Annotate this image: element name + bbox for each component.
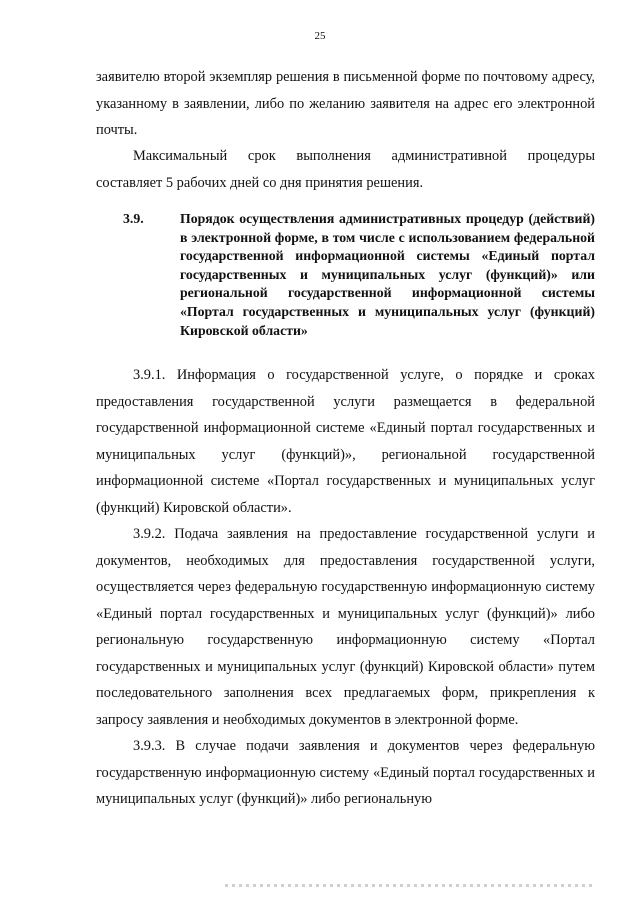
section-body [96, 362, 595, 813]
paragraph-text: заявителю второй экземпляр решения в письменной форме по почтовому адресу, указанному в заявлении, либо по желанию заявителя на адрес его электронной почты. [96, 69, 595, 138]
deadline-paragraph [96, 143, 595, 196]
item-3-9-2: 3.9.2. Подача заявления на предоставление государственной услуги и документов, необходимых для предоставления государственной услуги, осуществляется через федеральную государственную информационную систему «Единый портал государственных и муниципальных услуг (функций)» либо региональную государственную информационную систему «Портал государственных и муниципальных услуг (функций) Кировской области» путем последовательного заполнения всех предлагаемых форм, прикрепления к запросу заявления и необходимых документов в электронной форме. [96, 526, 595, 728]
continuation-paragraph [96, 64, 595, 144]
item-3-9-1: 3.9.1. Информация о государственной услуге, о порядке и сроках предоставления государственной услуги размещается в федеральной государственной информационной системе «Единый портал государственных и муниципальных услуг (функций)», региональной государственной информационной системе «Портал государственных и муниципальных услуг (функций) Кировской области». [96, 367, 595, 516]
item-3-9-3: 3.9.3. В случае подачи заявления и документов через федеральную государственную информационную систему «Единый портал государственных и муниципальных услуг (функций)» либо региональную [96, 738, 595, 807]
scan-artifact [225, 884, 595, 887]
page-number: 25 [314, 30, 326, 42]
paragraph-text: Максимальный срок выполнения административной процедуры составляет 5 рабочих дней со дня принятия решения. [96, 148, 595, 191]
section-number: 3.9. [123, 211, 144, 226]
section-title: Порядок осуществления административных процедур (действий) в электронной форме, в том числе с использованием федеральной государственной информационной системы «Единый портал государственных и муниципальных услуг (функций)» или региональной государственной информационной системы «Портал государственных и муниципальных услуг (функций) Кировской области» [180, 211, 595, 338]
